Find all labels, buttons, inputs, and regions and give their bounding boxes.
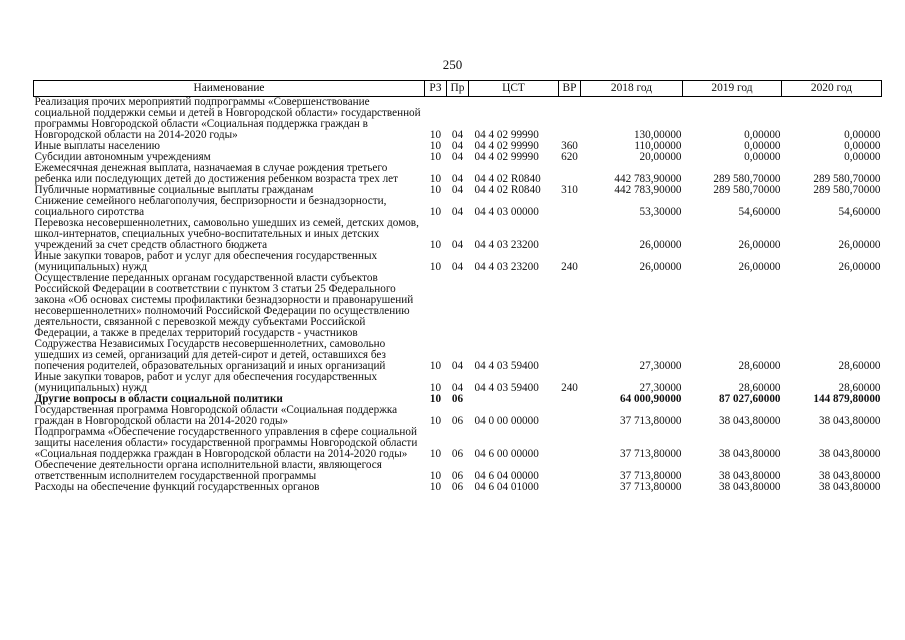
row-cst: 04 4 03 23200 [474, 261, 539, 273]
row-value-2020: 38 043,80000 [818, 448, 881, 460]
row-pr: 04 [451, 382, 464, 394]
header-pr: Пр [447, 81, 469, 97]
table-row [34, 427, 882, 460]
row-rz: 10 [429, 129, 442, 141]
row-pr: 04 [451, 206, 464, 218]
row-vr [559, 460, 581, 482]
budget-table [33, 80, 882, 493]
row-name: Снижение семейного неблагополучия, беспризорности и безнадзорности, социального сиротства [34, 195, 387, 218]
table-row [34, 372, 882, 394]
row-pr: 04 [451, 239, 464, 251]
row-pr: 06 [451, 470, 464, 482]
row-value-2019: 0,00000 [744, 129, 781, 141]
row-cst: 04 0 00 00000 [474, 415, 539, 427]
header-name: Наименование [34, 81, 425, 97]
row-vr [559, 482, 581, 493]
row-pr: 06 [451, 393, 464, 405]
row-pr: 04 [451, 360, 464, 372]
table-row [34, 163, 882, 185]
row-value-2018: 442 783,90000 [614, 184, 682, 196]
row-value-2019: 26,00000 [738, 239, 781, 251]
row-rz: 10 [429, 239, 442, 251]
row-name: Субсидии автономным учреждениям [34, 151, 211, 163]
row-rz: 10 [429, 393, 442, 405]
row-cst: 04 6 04 00000 [474, 470, 539, 482]
row-vr: 240 [561, 261, 578, 273]
row-value-2018: 26,00000 [639, 261, 682, 273]
row-cst [469, 394, 559, 405]
page-number: 250 [442, 57, 463, 72]
row-value-2019: 28,60000 [738, 382, 781, 394]
row-value-2019: 54,60000 [738, 206, 781, 218]
row-value-2020: 26,00000 [838, 239, 881, 251]
row-vr: 240 [561, 382, 578, 394]
row-pr: 04 [451, 129, 464, 141]
row-value-2018: 110,00000 [634, 140, 682, 152]
row-cst: 04 4 02 99990 [474, 151, 539, 163]
row-pr: 06 [451, 415, 464, 427]
row-name: Ежемесячная денежная выплата, назначаемая в случае рождения третьего ребенка или последующих детей до достижения ребенком возраста трех лет [34, 162, 399, 185]
row-rz: 10 [429, 448, 442, 460]
row-pr: 04 [451, 184, 464, 196]
row-cst: 04 4 03 23200 [474, 239, 539, 251]
row-value-2018: 20,00000 [639, 151, 682, 163]
row-vr [559, 273, 581, 372]
row-rz: 10 [429, 184, 442, 196]
row-name: Обеспечение деятельности органа исполнительной власти, являющегося ответственным исполнителем государственной программы [34, 459, 382, 482]
row-rz: 10 [429, 151, 442, 163]
row-value-2019: 26,00000 [738, 261, 781, 273]
row-pr: 06 [451, 448, 464, 460]
row-vr [559, 405, 581, 427]
row-value-2020: 144 879,80000 [813, 393, 881, 405]
row-cst: 04 4 02 99990 [474, 140, 539, 152]
row-value-2018: 37 713,80000 [619, 481, 682, 493]
row-rz: 10 [429, 415, 442, 427]
row-value-2018: 37 713,80000 [619, 448, 682, 460]
table-row [34, 405, 882, 427]
row-value-2020: 28,60000 [838, 360, 881, 372]
row-value-2020: 38 043,80000 [818, 481, 881, 493]
row-value-2019: 289 580,70000 [713, 184, 781, 196]
row-rz: 10 [429, 206, 442, 218]
row-rz: 10 [429, 470, 442, 482]
row-value-2020: 38 043,80000 [818, 470, 881, 482]
row-value-2020: 0,00000 [844, 129, 881, 141]
row-cst: 04 4 02 R0840 [474, 173, 541, 185]
row-name: Иные закупки товаров, работ и услуг для обеспечения государственных (муниципальных) нужд [34, 371, 378, 394]
row-value-2018: 26,00000 [639, 239, 682, 251]
row-value-2019: 38 043,80000 [718, 448, 781, 460]
row-value-2019: 38 043,80000 [718, 470, 781, 482]
row-value-2020: 289 580,70000 [813, 184, 881, 196]
table-row [34, 97, 882, 142]
row-name: Осуществление переданных органам государственной власти субъектов Российской Федерации в соответствии с пунктом 3 статьи 25 Федерального закона «Об основах системы профилактики безнадзорности и правонарушений несовершеннолетних» полномочий Российской Федерации по осуществлению деятельности, связанной с перевозкой между субъектами Российской Федерации, а также в пределах территорий государств - участников Содружества Независимых Государств несовершеннолетних, самовольно ушедших из семей, организаций для детей-сирот и детей, оставшихся без попечения родителей, образовательных организаций и иных организаций [34, 272, 414, 372]
header-vr: ВР [559, 81, 581, 97]
table-row [34, 196, 882, 218]
row-vr: 620 [561, 151, 578, 163]
header-2020: 2020 год [782, 81, 882, 97]
row-name: Иные выплаты населению [34, 140, 160, 152]
row-name: Иные закупки товаров, работ и услуг для обеспечения государственных (муниципальных) нужд [34, 250, 378, 273]
row-rz: 10 [429, 140, 442, 152]
row-pr: 06 [451, 481, 464, 493]
row-value-2020: 0,00000 [844, 140, 881, 152]
row-value-2019: 38 043,80000 [718, 415, 781, 427]
row-cst: 04 4 03 59400 [474, 360, 539, 372]
row-value-2020: 38 043,80000 [818, 415, 881, 427]
row-name: Расходы на обеспечение функций государственных органов [34, 481, 320, 493]
row-value-2019: 87 027,60000 [718, 393, 781, 405]
header-2018: 2018 год [581, 81, 683, 97]
row-rz: 10 [429, 261, 442, 273]
row-value-2020: 289 580,70000 [813, 173, 881, 185]
row-cst: 04 6 00 00000 [474, 448, 539, 460]
row-vr: 360 [561, 140, 578, 152]
row-name: Публичные нормативные социальные выплаты гражданам [34, 184, 314, 196]
row-vr [559, 218, 581, 251]
row-rz: 10 [429, 173, 442, 185]
row-rz: 10 [429, 481, 442, 493]
row-value-2019: 289 580,70000 [713, 173, 781, 185]
row-rz: 10 [429, 360, 442, 372]
row-name: Перевозка несовершеннолетних, самовольно ушедших из семей, детских домов, школ-интернатов, специальных учебно-воспитательных и иных детских учреждений за счет средств областного бюджета [34, 217, 419, 251]
header-2019: 2019 год [683, 81, 782, 97]
row-value-2019: 0,00000 [744, 151, 781, 163]
row-pr: 04 [451, 173, 464, 185]
table-row [34, 251, 882, 273]
row-cst: 04 4 02 R0840 [474, 184, 541, 196]
row-vr [559, 427, 581, 460]
row-value-2018: 27,30000 [639, 360, 682, 372]
row-vr [559, 163, 581, 185]
header-cst: ЦСТ [469, 81, 559, 97]
table-row [34, 218, 882, 251]
row-vr [559, 394, 581, 405]
row-pr: 04 [451, 151, 464, 163]
row-name: Государственная программа Новгородской области «Социальная поддержка граждан в Новгородской области на 2014-2020 годы» [34, 404, 398, 427]
row-value-2018: 64 000,90000 [619, 393, 682, 405]
row-value-2020: 26,00000 [838, 261, 881, 273]
row-value-2018: 53,30000 [639, 206, 682, 218]
row-cst: 04 6 04 01000 [474, 481, 539, 493]
row-value-2020: 54,60000 [838, 206, 881, 218]
row-vr [559, 97, 581, 142]
row-value-2018: 37 713,80000 [619, 415, 682, 427]
row-pr: 04 [451, 261, 464, 273]
row-vr: 310 [561, 184, 578, 196]
row-name: Подпрограмма «Обеспечение государственного управления в сфере социальной защиты населения области» государственной программы Новгородской области «Социальная поддержка граждан в Новгородской области на 2014-2020 годы» [34, 426, 418, 460]
row-value-2019: 38 043,80000 [718, 481, 781, 493]
row-value-2018: 27,30000 [639, 382, 682, 394]
row-pr: 04 [451, 140, 464, 152]
row-value-2020: 28,60000 [838, 382, 881, 394]
row-name: Реализация прочих мероприятий подпрограммы «Совершенствование социальной поддержки семьи и детей в Новгородской области» государственной программы Новгородской области «Социальная поддержка граждан в Новгородской области на 2014-2020 годы» [34, 96, 421, 141]
row-cst: 04 4 03 00000 [474, 206, 539, 218]
row-value-2019: 28,60000 [738, 360, 781, 372]
table-header [34, 81, 882, 97]
row-value-2018: 37 713,80000 [619, 470, 682, 482]
row-cst: 04 4 03 59400 [474, 382, 539, 394]
row-value-2019: 0,00000 [744, 140, 781, 152]
row-name: Другие вопросы в области социальной политики [34, 393, 283, 405]
table-row [34, 460, 882, 482]
table-row [34, 273, 882, 372]
row-cst: 04 4 02 99990 [474, 129, 539, 141]
row-value-2020: 0,00000 [844, 151, 881, 163]
table-row [34, 482, 882, 493]
row-value-2018: 442 783,90000 [614, 173, 682, 185]
header-rz: РЗ [425, 81, 447, 97]
row-value-2018: 130,00000 [633, 129, 682, 141]
row-vr [559, 196, 581, 218]
row-rz: 10 [429, 382, 442, 394]
